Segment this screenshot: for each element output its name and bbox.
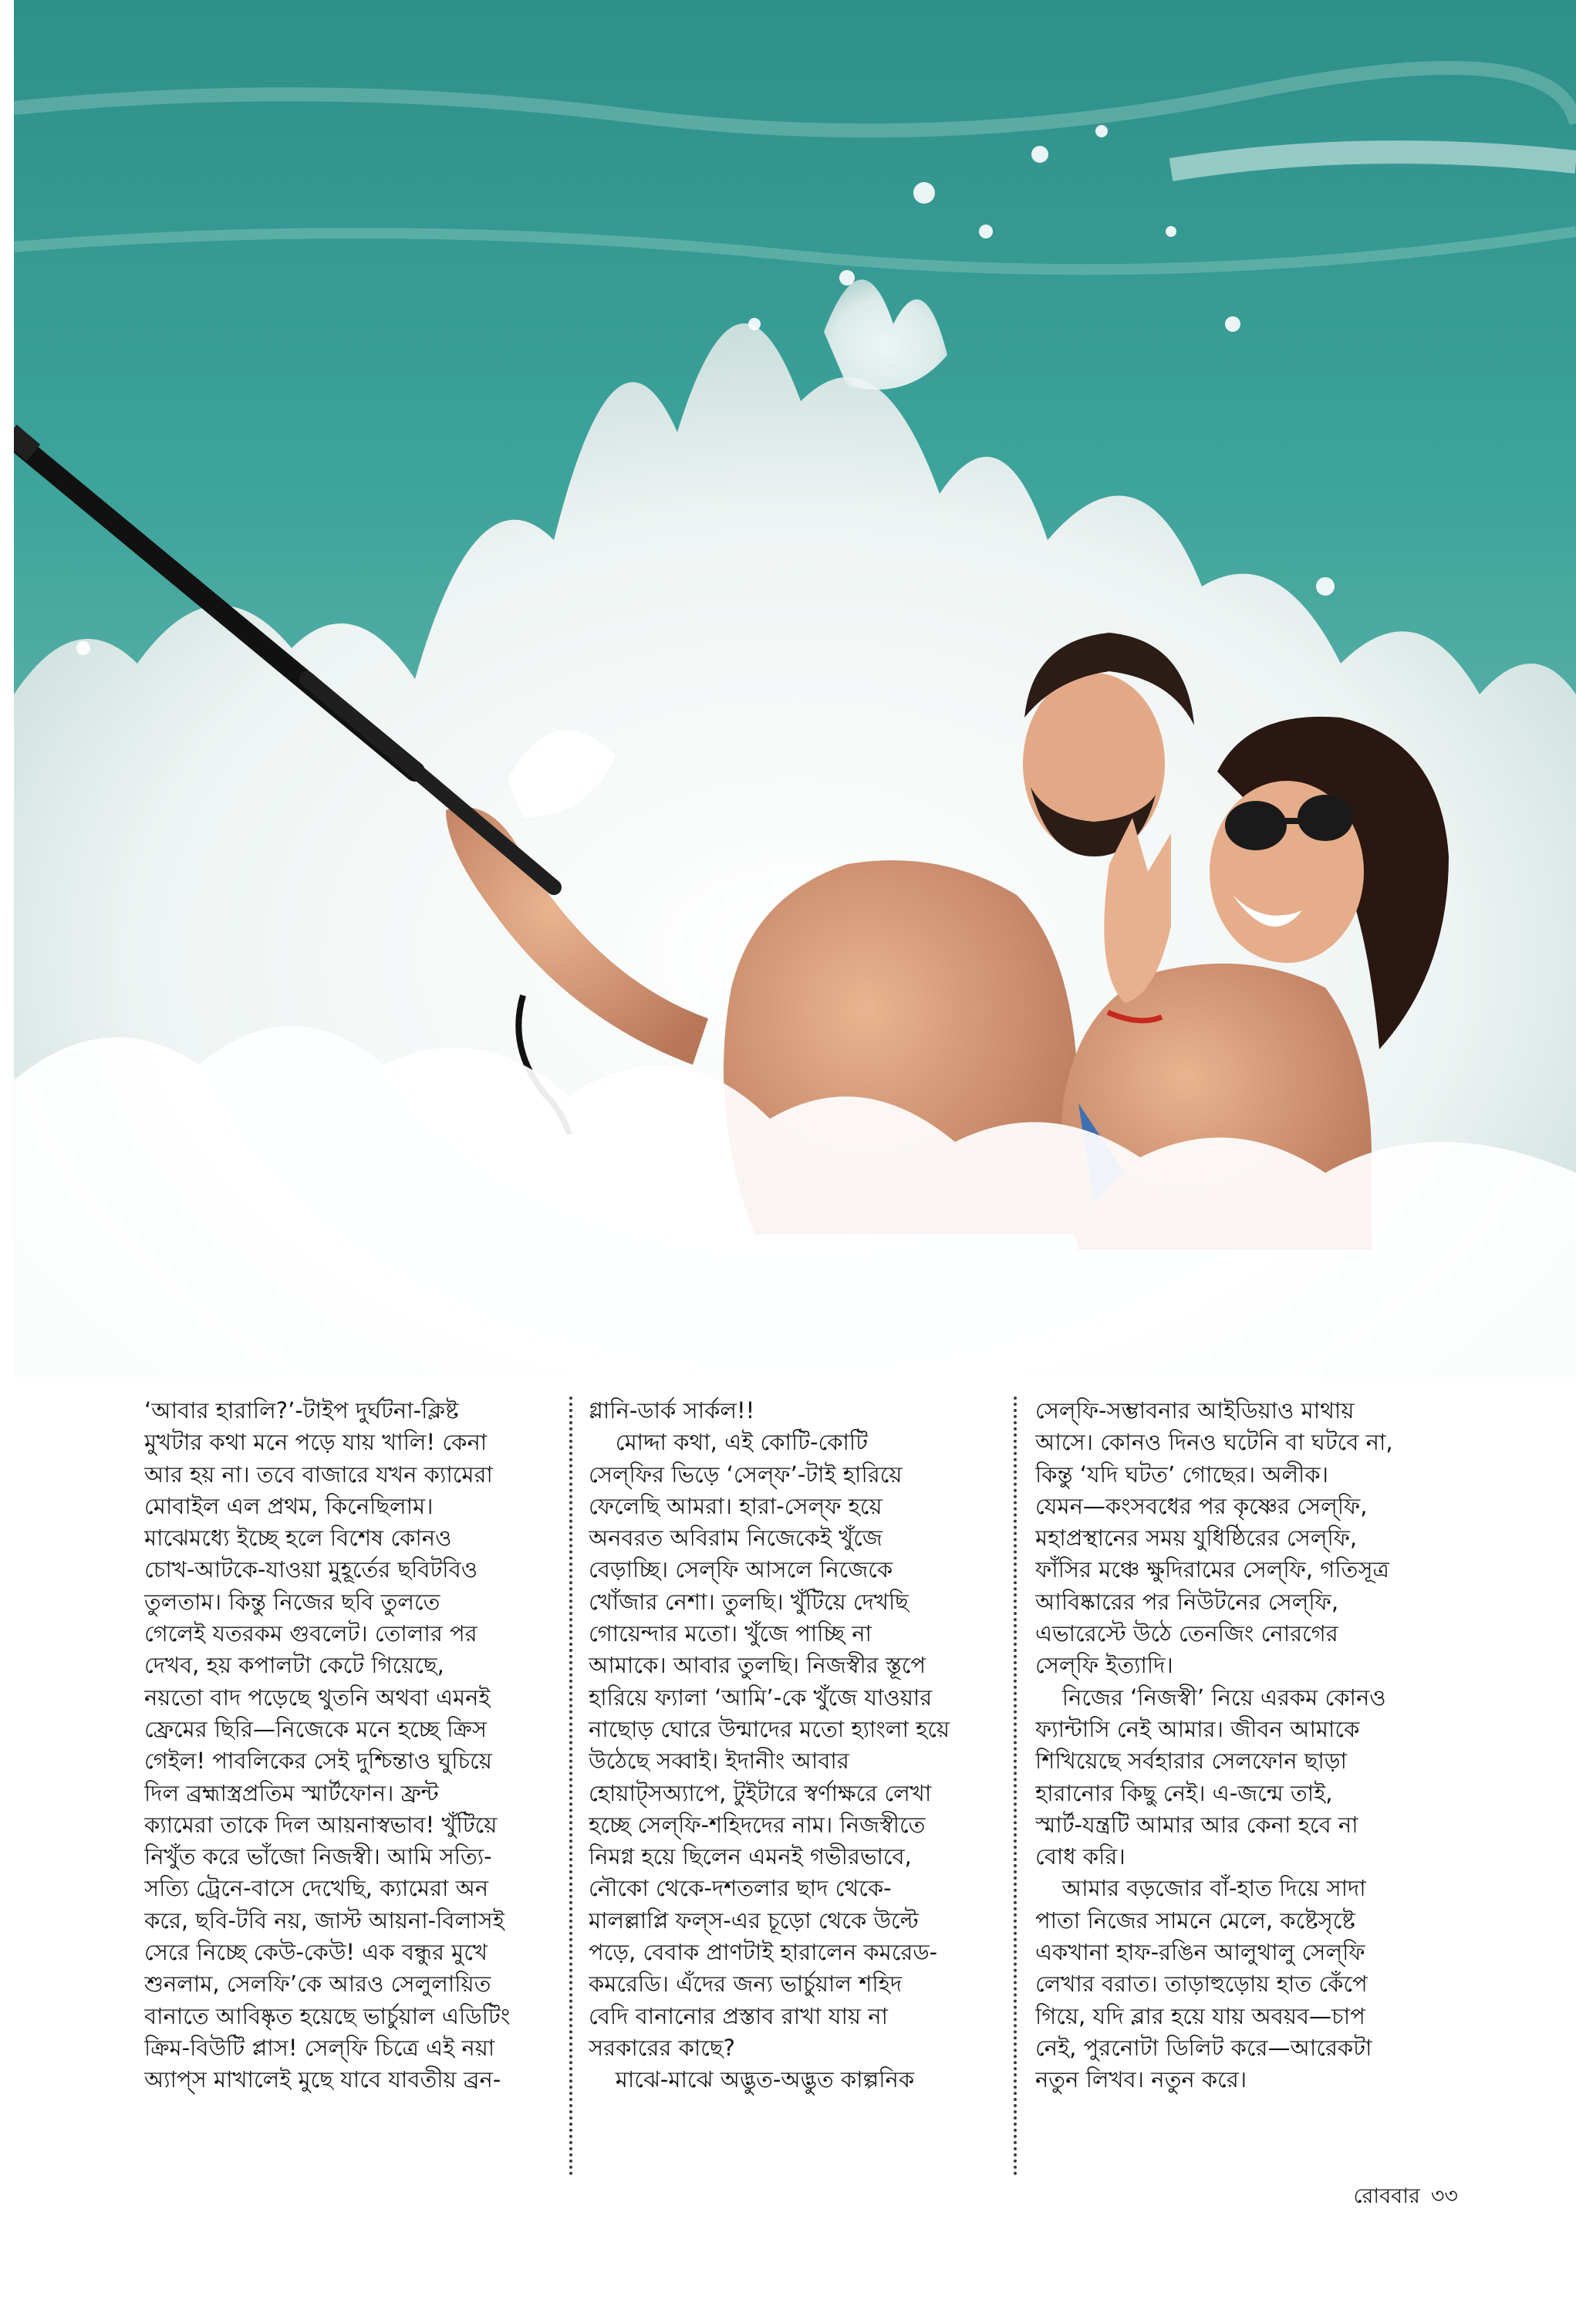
article-paragraph: আমার বড়জোর বাঁ-হাত দিয়ে সাদা পাতা নিজের সামনে মেলে, কষ্টেসৃষ্টে একখানা হাফ-রঙিন আলুথালু সেল্‌ফি লেখার বরাত। তাড়াহুড়োয় হাত কেঁপে গিয়ে, যদি ব্লার হয়ে যায় অবয়ব—চাপ নেই, পুরনোটা ডিলিট করে—আরেকটা নতুন লিখব। নতুন করে। <box>1035 1875 1372 2093</box>
article-paragraph: সেল্‌ফি-সম্ভাবনার আইডিয়াও মাথায় আসে। কোনও দিনও ঘটেনি বা ঘটবে না, কিন্তু ‘যদি ঘটত’ গোছের। অলীক। যেমন—কংসবধের পর কৃষ্ণের সেল্‌ফি, মহাপ্রস্থানের সময় যুধিষ্ঠিরের সেল্‌ফি, ফাঁসির মঞ্চে ক্ষুদিরামের সেল্‌ফি, গতিসূত্র আবিষ্কারের পর নিউটনের সেল্‌ফি, এভারেস্টে উঠে তেনজিং নোরগের সেল্‌ফি ইত্যাদি। <box>1035 1397 1393 1679</box>
article-column-3 <box>1035 1395 1452 2228</box>
article-paragraph: মাঝে-মাঝে অদ্ভুত-অদ্ভুত কাল্পনিক <box>615 2066 915 2093</box>
magazine-name: রোববার <box>1353 2184 1420 2208</box>
article-paragraph: গ্লানি-ডার্ক সার্কল!! <box>589 1397 755 1424</box>
beach-selfie-photo <box>14 0 1576 1377</box>
article-paragraph: মোদ্দা কথা, এই কোটি-কোটি সেল্‌ফির ভিড়ে ‘সেল্‌ফ’-টাই হারিয়ে ফেলেছি আমরা। হারা-সেল্‌ফ হয়ে অনবরত অবিরাম নিজেকেই খুঁজে বেড়াচ্ছি। সেল্‌ফি আসলে নিজেকে খোঁজার নেশা। তুলছি। খুঁটিয়ে দেখছি গোয়েন্দার মতো। খুঁজে পাচ্ছি না আমাকে। আবার তুলছি। নিজস্বীর স্তূপে হারিয়ে ফ্যালা ‘আমি’-কে খুঁজে যাওয়ার নাছোড় ঘোরে উন্মাদের মতো হ্যাংলা হয়ে উঠেছে সব্বাই। ইদানীং আবার হোয়াট্‌সঅ্যাপে, টুইটারে স্বর্ণাক্ষরে লেখা হচ্ছে সেল্‌ফি-শহিদদের নাম। নিজস্বীতে নিমগ্ন হয়ে ছিলেন এমনই গভীরভাবে, নৌকো থেকে-দশতলার ছাদ থেকে- মালল্লাপ্লি ফল্‌স-এর চূড়ো থেকে উল্টে পড়ে, বেবাক প্রাণটাই হারালেন কমরেড- কমরেডি। এঁদের জন্য ভার্চুয়াল শহিদ বেদি বানানোর প্রস্তাব রাখা যায় না সরকারের কাছে? <box>589 1429 950 2061</box>
article-paragraph: ‘আবার হারালি?’-টাইপ দুর্ঘটনা-ক্লিষ্ট মুখটার কথা মনে পড়ে যায় খালি! কেনা আর হয় না। তবে বাজারে যখন ক্যামেরা মোবাইল এল প্রথম, কিনেছিলাম। মাঝেমধ্যে ইচ্ছে হলে বিশেষ কোনও চোখ-আটকে-যাওয়া মুহূর্তের ছবিটবিও তুলতাম। কিন্তু নিজের ছবি তুলতে গেলেই যতরকম গুবলেট। তোলার পর দেখব, হয় কপালটা কেটে গিয়েছে, নয়তো বাদ পড়েছে থুতনি অথবা এমনই ফ্রেমের ছিরি—নিজেকে মনে হচ্ছে ক্রিস গেইল! পাবলিকের সেই দুশ্চিন্তাও ঘুচিয়ে দিল ব্রহ্মাস্ত্রপ্রতিম স্মার্টফোন। ফ্রন্ট ক্যামেরা তাকে দিল আয়নাস্বভাব! খুঁটিয়ে নিখুঁত করে ভাঁজো নিজস্বী। আমি সত্যি- সত্যি ট্রেনে-বাসে দেখেছি, ক্যামেরা অন করে, ছবি-টবি নয়, জাস্ট আয়না-বিলাসই সেরে নিচ্ছে কেউ-কেউ! এক বন্ধুর মুখে শুনলাম, সেলফি’কে আরও সেলুলায়িত বানাতে আবিষ্কৃত হয়েছে ভার্চুয়াল এডিটিং ক্রিম-বিউটি প্লাস! সেল্‌ফি চিত্রে এই নয়া অ্যাপ্‌স মাখালেই মুছে যাবে যাবতীয় ব্রন- <box>144 1397 511 2093</box>
article-paragraph: নিজের ‘নিজস্বী’ নিয়ে এরকম কোনও ফ্যান্টাসি নেই আমার। জীবন আমাকে শিখিয়েছে সর্বহারার সেলফোন ছাড়া হারানোর কিছু নেই। এ-জন্মে তাই, স্মার্ট-যন্ত্রটি আমার আর কেনা হবে না বোধ করি। <box>1035 1684 1386 1870</box>
page-footer <box>1273 2180 1458 2211</box>
column-divider <box>569 1397 572 2176</box>
column-divider <box>1014 1397 1017 2176</box>
article-column-2 <box>589 1395 997 2228</box>
page-number: ৩৩ <box>1430 2184 1458 2208</box>
article-column-1 <box>144 1395 553 2228</box>
